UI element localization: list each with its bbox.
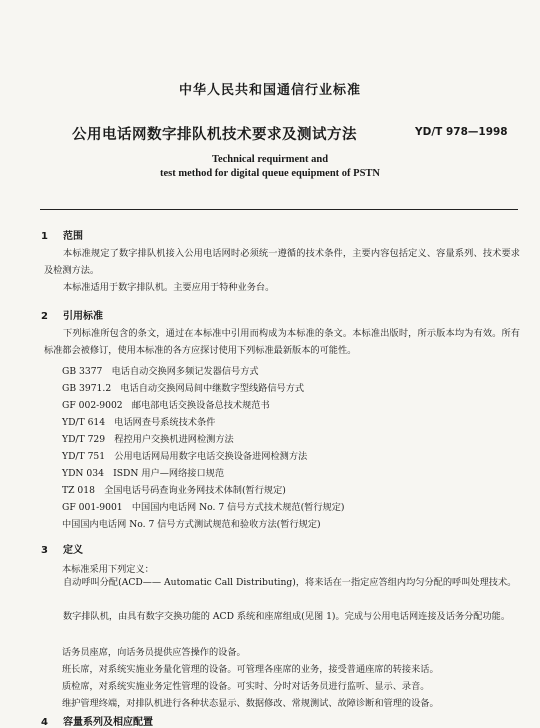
definition-leader-seat: 班长席，对系统实施业务量化管理的设备。可管理各座席的业务，接受普通座席的转接来话。 bbox=[62, 664, 439, 675]
section-3-intro: 本标准采用下列定义： bbox=[62, 564, 154, 575]
reference-item: GB 3377 电话自动交换网多频记发器信号方式 bbox=[62, 366, 259, 377]
section-number: 4 bbox=[41, 717, 48, 728]
en-title-line1: Technical requirment and bbox=[211, 154, 329, 165]
definition-inspector-seat: 质检席，对系统实施业务定性管理的设备。可实时、分时对话务员进行监听、显示、录音。 bbox=[62, 681, 430, 692]
section-4-heading bbox=[41, 713, 153, 728]
doc-title: 公用电话网数字排队机技术要求及测试方法 bbox=[72, 127, 357, 143]
header-divider bbox=[40, 209, 518, 210]
en-title-line2: test method for digital queue equipment of PSTN bbox=[159, 168, 381, 179]
reference-item: GF 002-9002 邮电部电话交换设备总技术规范书 bbox=[62, 400, 270, 411]
definition-seat: 话务员座席，向话务员提供应答操作的设备。 bbox=[62, 647, 246, 658]
reference-item: YD/T 614 电话网查号系统技术条件 bbox=[62, 417, 216, 428]
definition-acd: 自动呼叫分配(ACD—— Automatic Call Distributing)，将来话在一指定应答组内均匀分配的呼叫处理技术。 bbox=[63, 577, 517, 588]
section-3-heading bbox=[41, 541, 83, 556]
section-1-heading bbox=[41, 227, 83, 242]
section-title: 范围 bbox=[63, 231, 83, 242]
reference-item: YD/T 751 公用电话网局用数字电话交换设备进网检测方法 bbox=[62, 451, 308, 462]
section-number: 2 bbox=[41, 311, 48, 322]
section-1-para-2: 本标准适用于数字排队机。主要应用于特种业务台。 bbox=[63, 282, 275, 293]
section-number: 3 bbox=[41, 545, 48, 556]
reference-item: YDN 034 ISDN 用户—网络接口规范 bbox=[62, 468, 225, 479]
reference-item: GB 3971.2 电话自动交换网局间中继数字型线路信号方式 bbox=[62, 383, 305, 394]
doc-code: YD/T 978—1998 bbox=[415, 126, 508, 138]
section-title: 定义 bbox=[63, 545, 83, 556]
definition-maintenance-terminal: 维护管理终端，对排队机进行各种状态显示、数据修改、常规测试、故障诊断和管理的设备。 bbox=[62, 698, 439, 709]
reference-item: YD/T 729 程控用户交换机进网检测方法 bbox=[62, 434, 234, 445]
section-2-intro: 下列标准所包含的条文，通过在本标准中引用而构成为本标准的条文。本标准出版时，所示版本均为有效。所有标准都会被修订，使用本标准的各方应探讨使用下列标准最新版本的可能性。 bbox=[44, 328, 520, 356]
definition-queue-machine: 数字排队机，由具有数字交换功能的 ACD 系统和座席组成(见图 1)。完成与公用电话网连接及话务分配功能。 bbox=[63, 611, 511, 622]
reference-item: TZ 018 全国电话号码查询业务网技术体制(暂行规定) bbox=[62, 485, 286, 496]
reference-item: GF 001-9001 中国国内电话网 No. 7 信号方式技术规范(暂行规定) bbox=[62, 502, 345, 513]
section-title: 引用标准 bbox=[63, 311, 103, 322]
org-title: 中华人民共和国通信行业标准 bbox=[178, 83, 361, 98]
section-2-heading bbox=[41, 307, 103, 322]
section-number: 1 bbox=[41, 231, 48, 242]
reference-item: 中国国内电话网 No. 7 信号方式测试规范和验收方法(暂行规定) bbox=[62, 519, 321, 530]
section-title: 容量系列及相应配置 bbox=[63, 717, 153, 728]
section-1-para-1: 本标准规定了数字排队机接入公用电话网时必须统一遵循的技术条件，主要内容包括定义、容量系列、技术要求及检测方法。 bbox=[44, 248, 520, 276]
